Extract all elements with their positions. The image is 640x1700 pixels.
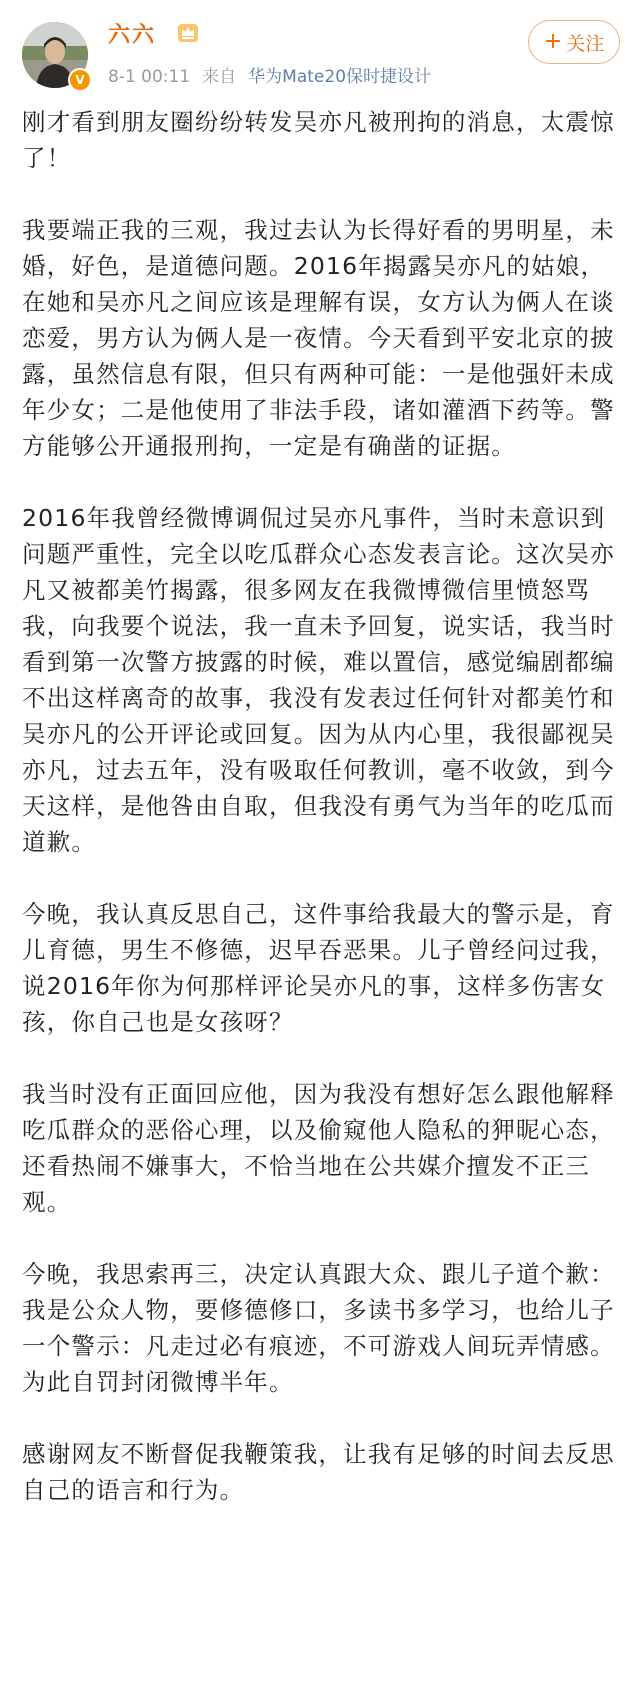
source-prefix: 来自 [202,67,237,87]
plus-icon: + [543,29,563,54]
author-name[interactable]: 六六 [108,23,157,48]
post-paragraph: 我要端正我的三观，我过去认为长得好看的男明星，未婚，好色，是道德问题。2016年揭露吴亦凡的姑娘，在她和吴亦凡之间应该是理解有误，女方认为俩人在谈恋爱，男方认为俩人是一夜情。今天看到平安北京的披露，虽然信息有限，但只有两种可能：一是他强奸未成年少女；二是他使用了非法手段，诸如灌酒下药等。警方能够公开通报刑拘，一定是有确凿的证据。 [22,216,615,460]
post-paragraph: 今晚，我思索再三，决定认真跟大众、跟儿子道个歉：我是公众人物，要修德修口，多读书多学习，也给儿子一个警示：凡走过必有痕迹，不可游戏人间玩弄情感。为此自罚封闭微博半年。 [22,1260,615,1396]
post-paragraph: 今晚，我认真反思自己，这件事给我最大的警示是，育儿育德，男生不修德，迟早吞恶果。儿子曾经问过我，说2016年你为何那样评论吴亦凡的事，这样多伤害女孩，你自己也是女孩呀？ [22,900,615,1036]
post-paragraph: 2016年我曾经微博调侃过吴亦凡事件，当时未意识到问题严重性，完全以吃瓜群众心态发表言论。这次吴亦凡又被都美竹揭露，很多网友在我微博微信里愤怒骂我，向我要个说法，我一直未予回复，说实话，我当时看到第一次警方披露的时候，难以置信，感觉编剧都编不出这样离奇的故事，我没有发表过任何针对都美竹和吴亦凡的公开评论或回复。因为从内心里，我很鄙视吴亦凡，过去五年，没有吸取任何教训，毫不收敛，到今天这样，是他咎由自取，但我没有勇气为当年的吃瓜而道歉。 [22,504,615,856]
post-paragraph: 刚才看到朋友圈纷纷转发吴亦凡被刑拘的消息，太震惊了！ [22,108,615,172]
crown-icon [176,20,200,44]
post-meta [108,62,431,87]
post-content [22,104,620,1544]
post-header [0,0,640,100]
device-source[interactable]: 华为Mate20保时捷设计 [248,67,432,87]
post-time: 8-1 00:11 [108,67,191,87]
post-paragraph: 我当时没有正面回应他，因为我没有想好怎么跟他解释吃瓜群众的恶俗心理，以及偷窥他人隐私的狎昵心态，还看热闹不嫌事大，不恰当地在公共媒介擅发不正三观。 [22,1080,615,1216]
follow-button[interactable] [528,20,620,64]
post-paragraph: 感谢网友不断督促我鞭策我，让我有足够的时间去反思自己的语言和行为。 [22,1440,615,1504]
verified-v-icon: V [68,68,92,92]
follow-label: 关注 [566,32,605,55]
